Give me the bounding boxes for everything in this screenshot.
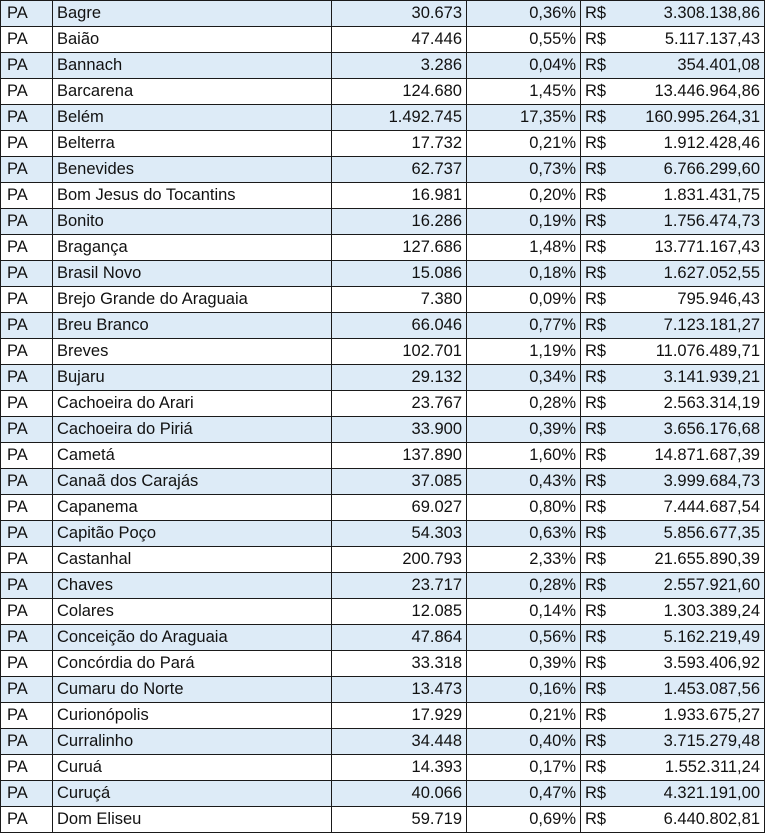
municipality-cell: Belém <box>53 105 332 131</box>
population-cell: 33.900 <box>332 417 467 443</box>
uf-cell: PA <box>1 131 53 157</box>
table-row <box>1 625 765 651</box>
municipality-cell: Bonito <box>53 209 332 235</box>
amount-cell: 1.933.675,27 <box>629 703 765 729</box>
table-row <box>1 807 765 833</box>
uf-cell: PA <box>1 781 53 807</box>
municipality-cell: Bagre <box>53 1 332 27</box>
currency-cell: R$ <box>581 417 629 443</box>
currency-cell: R$ <box>581 79 629 105</box>
percentage-cell: 1,60% <box>467 443 581 469</box>
amount-cell: 6.766.299,60 <box>629 157 765 183</box>
population-cell: 16.286 <box>332 209 467 235</box>
uf-cell: PA <box>1 183 53 209</box>
amount-cell: 1.552.311,24 <box>629 755 765 781</box>
percentage-cell: 0,34% <box>467 365 581 391</box>
population-cell: 23.767 <box>332 391 467 417</box>
municipality-cell: Bragança <box>53 235 332 261</box>
currency-cell: R$ <box>581 677 629 703</box>
amount-cell: 1.303.389,24 <box>629 599 765 625</box>
table-row <box>1 391 765 417</box>
percentage-cell: 17,35% <box>467 105 581 131</box>
currency-cell: R$ <box>581 235 629 261</box>
municipality-cell: Colares <box>53 599 332 625</box>
uf-cell: PA <box>1 573 53 599</box>
percentage-cell: 0,77% <box>467 313 581 339</box>
uf-cell: PA <box>1 209 53 235</box>
population-cell: 124.680 <box>332 79 467 105</box>
uf-cell: PA <box>1 495 53 521</box>
percentage-cell: 0,17% <box>467 755 581 781</box>
percentage-cell: 0,63% <box>467 521 581 547</box>
amount-cell: 5.856.677,35 <box>629 521 765 547</box>
table-body <box>1 1 765 833</box>
population-cell: 34.448 <box>332 729 467 755</box>
municipality-cell: Curuçá <box>53 781 332 807</box>
currency-cell: R$ <box>581 157 629 183</box>
table-row <box>1 183 765 209</box>
table-row <box>1 79 765 105</box>
population-cell: 54.303 <box>332 521 467 547</box>
currency-cell: R$ <box>581 1 629 27</box>
percentage-cell: 0,28% <box>467 573 581 599</box>
uf-cell: PA <box>1 365 53 391</box>
municipality-cell: Cametá <box>53 443 332 469</box>
amount-cell: 11.076.489,71 <box>629 339 765 365</box>
amount-cell: 14.871.687,39 <box>629 443 765 469</box>
municipality-cell: Belterra <box>53 131 332 157</box>
currency-cell: R$ <box>581 53 629 79</box>
uf-cell: PA <box>1 807 53 833</box>
population-cell: 29.132 <box>332 365 467 391</box>
currency-cell: R$ <box>581 781 629 807</box>
currency-cell: R$ <box>581 807 629 833</box>
table-row <box>1 729 765 755</box>
municipality-cell: Brejo Grande do Araguaia <box>53 287 332 313</box>
uf-cell: PA <box>1 1 53 27</box>
currency-cell: R$ <box>581 391 629 417</box>
currency-cell: R$ <box>581 573 629 599</box>
uf-cell: PA <box>1 235 53 261</box>
amount-cell: 160.995.264,31 <box>629 105 765 131</box>
population-cell: 47.446 <box>332 27 467 53</box>
uf-cell: PA <box>1 417 53 443</box>
municipality-cell: Conceição do Araguaia <box>53 625 332 651</box>
currency-cell: R$ <box>581 287 629 313</box>
municipality-cell: Cachoeira do Piriá <box>53 417 332 443</box>
municipality-cell: Brasil Novo <box>53 261 332 287</box>
municipality-cell: Concórdia do Pará <box>53 651 332 677</box>
table-row <box>1 339 765 365</box>
population-cell: 33.318 <box>332 651 467 677</box>
amount-cell: 795.946,43 <box>629 287 765 313</box>
uf-cell: PA <box>1 469 53 495</box>
population-cell: 127.686 <box>332 235 467 261</box>
table-row <box>1 703 765 729</box>
municipality-cell: Bom Jesus do Tocantins <box>53 183 332 209</box>
percentage-cell: 0,36% <box>467 1 581 27</box>
currency-cell: R$ <box>581 131 629 157</box>
uf-cell: PA <box>1 53 53 79</box>
table-row <box>1 781 765 807</box>
currency-cell: R$ <box>581 625 629 651</box>
uf-cell: PA <box>1 313 53 339</box>
percentage-cell: 2,33% <box>467 547 581 573</box>
uf-cell: PA <box>1 157 53 183</box>
table-row <box>1 521 765 547</box>
municipality-cell: Dom Eliseu <box>53 807 332 833</box>
percentage-cell: 0,39% <box>467 417 581 443</box>
percentage-cell: 0,04% <box>467 53 581 79</box>
currency-cell: R$ <box>581 339 629 365</box>
table-row <box>1 417 765 443</box>
population-cell: 14.393 <box>332 755 467 781</box>
amount-cell: 21.655.890,39 <box>629 547 765 573</box>
municipality-cell: Curralinho <box>53 729 332 755</box>
municipality-cell: Capitão Poço <box>53 521 332 547</box>
percentage-cell: 1,19% <box>467 339 581 365</box>
uf-cell: PA <box>1 755 53 781</box>
percentage-cell: 0,20% <box>467 183 581 209</box>
amount-cell: 5.162.219,49 <box>629 625 765 651</box>
currency-cell: R$ <box>581 105 629 131</box>
uf-cell: PA <box>1 521 53 547</box>
percentage-cell: 0,28% <box>467 391 581 417</box>
table-row <box>1 677 765 703</box>
municipality-cell: Capanema <box>53 495 332 521</box>
municipality-cell: Curionópolis <box>53 703 332 729</box>
percentage-cell: 0,56% <box>467 625 581 651</box>
population-cell: 47.864 <box>332 625 467 651</box>
currency-cell: R$ <box>581 209 629 235</box>
uf-cell: PA <box>1 287 53 313</box>
municipality-cell: Baião <box>53 27 332 53</box>
amount-cell: 3.715.279,48 <box>629 729 765 755</box>
table-row <box>1 495 765 521</box>
amount-cell: 3.141.939,21 <box>629 365 765 391</box>
amount-cell: 1.453.087,56 <box>629 677 765 703</box>
percentage-cell: 0,16% <box>467 677 581 703</box>
uf-cell: PA <box>1 391 53 417</box>
uf-cell: PA <box>1 261 53 287</box>
amount-cell: 4.321.191,00 <box>629 781 765 807</box>
percentage-cell: 0,47% <box>467 781 581 807</box>
municipality-cell: Breves <box>53 339 332 365</box>
currency-cell: R$ <box>581 495 629 521</box>
table-row <box>1 209 765 235</box>
table-row <box>1 313 765 339</box>
uf-cell: PA <box>1 677 53 703</box>
amount-cell: 1.831.431,75 <box>629 183 765 209</box>
currency-cell: R$ <box>581 261 629 287</box>
population-cell: 40.066 <box>332 781 467 807</box>
uf-cell: PA <box>1 547 53 573</box>
population-cell: 3.286 <box>332 53 467 79</box>
currency-cell: R$ <box>581 183 629 209</box>
amount-cell: 13.771.167,43 <box>629 235 765 261</box>
currency-cell: R$ <box>581 547 629 573</box>
table-row <box>1 651 765 677</box>
amount-cell: 2.563.314,19 <box>629 391 765 417</box>
population-cell: 59.719 <box>332 807 467 833</box>
uf-cell: PA <box>1 729 53 755</box>
uf-cell: PA <box>1 625 53 651</box>
table-row <box>1 1 765 27</box>
municipality-cell: Castanhal <box>53 547 332 573</box>
currency-cell: R$ <box>581 703 629 729</box>
population-cell: 12.085 <box>332 599 467 625</box>
population-cell: 30.673 <box>332 1 467 27</box>
percentage-cell: 0,21% <box>467 703 581 729</box>
percentage-cell: 0,18% <box>467 261 581 287</box>
uf-cell: PA <box>1 79 53 105</box>
table-row <box>1 287 765 313</box>
percentage-cell: 1,48% <box>467 235 581 261</box>
population-cell: 200.793 <box>332 547 467 573</box>
table-row <box>1 599 765 625</box>
population-cell: 13.473 <box>332 677 467 703</box>
amount-cell: 5.117.137,43 <box>629 27 765 53</box>
population-cell: 7.380 <box>332 287 467 313</box>
percentage-cell: 0,19% <box>467 209 581 235</box>
currency-cell: R$ <box>581 599 629 625</box>
table-row <box>1 235 765 261</box>
table-row <box>1 53 765 79</box>
table-row <box>1 105 765 131</box>
population-cell: 37.085 <box>332 469 467 495</box>
amount-cell: 3.308.138,86 <box>629 1 765 27</box>
municipality-cell: Cumaru do Norte <box>53 677 332 703</box>
currency-cell: R$ <box>581 651 629 677</box>
amount-cell: 3.656.176,68 <box>629 417 765 443</box>
uf-cell: PA <box>1 703 53 729</box>
population-cell: 137.890 <box>332 443 467 469</box>
population-cell: 17.929 <box>332 703 467 729</box>
uf-cell: PA <box>1 651 53 677</box>
uf-cell: PA <box>1 599 53 625</box>
uf-cell: PA <box>1 27 53 53</box>
table-row <box>1 443 765 469</box>
amount-cell: 3.999.684,73 <box>629 469 765 495</box>
population-cell: 23.717 <box>332 573 467 599</box>
table-row <box>1 469 765 495</box>
table-row <box>1 365 765 391</box>
table-row <box>1 573 765 599</box>
currency-cell: R$ <box>581 729 629 755</box>
currency-cell: R$ <box>581 521 629 547</box>
currency-cell: R$ <box>581 469 629 495</box>
municipality-cell: Benevides <box>53 157 332 183</box>
percentage-cell: 0,73% <box>467 157 581 183</box>
uf-cell: PA <box>1 105 53 131</box>
amount-cell: 6.440.802,81 <box>629 807 765 833</box>
currency-cell: R$ <box>581 313 629 339</box>
population-cell: 66.046 <box>332 313 467 339</box>
amount-cell: 13.446.964,86 <box>629 79 765 105</box>
percentage-cell: 1,45% <box>467 79 581 105</box>
table-row <box>1 27 765 53</box>
currency-cell: R$ <box>581 27 629 53</box>
currency-cell: R$ <box>581 365 629 391</box>
percentage-cell: 0,80% <box>467 495 581 521</box>
percentage-cell: 0,43% <box>467 469 581 495</box>
uf-cell: PA <box>1 339 53 365</box>
table-row <box>1 261 765 287</box>
percentage-cell: 0,21% <box>467 131 581 157</box>
municipality-cell: Barcarena <box>53 79 332 105</box>
table-row <box>1 157 765 183</box>
table-row <box>1 547 765 573</box>
percentage-cell: 0,09% <box>467 287 581 313</box>
population-cell: 62.737 <box>332 157 467 183</box>
population-cell: 15.086 <box>332 261 467 287</box>
population-cell: 1.492.745 <box>332 105 467 131</box>
amount-cell: 1.756.474,73 <box>629 209 765 235</box>
percentage-cell: 0,55% <box>467 27 581 53</box>
municipality-cell: Breu Branco <box>53 313 332 339</box>
amount-cell: 7.123.181,27 <box>629 313 765 339</box>
population-cell: 16.981 <box>332 183 467 209</box>
percentage-cell: 0,14% <box>467 599 581 625</box>
municipality-cell: Canaã dos Carajás <box>53 469 332 495</box>
currency-cell: R$ <box>581 755 629 781</box>
percentage-cell: 0,39% <box>467 651 581 677</box>
currency-cell: R$ <box>581 443 629 469</box>
population-cell: 102.701 <box>332 339 467 365</box>
uf-cell: PA <box>1 443 53 469</box>
municipality-cell: Bannach <box>53 53 332 79</box>
amount-cell: 7.444.687,54 <box>629 495 765 521</box>
amount-cell: 3.593.406,92 <box>629 651 765 677</box>
percentage-cell: 0,69% <box>467 807 581 833</box>
population-cell: 17.732 <box>332 131 467 157</box>
population-cell: 69.027 <box>332 495 467 521</box>
amount-cell: 354.401,08 <box>629 53 765 79</box>
amount-cell: 2.557.921,60 <box>629 573 765 599</box>
table-row <box>1 131 765 157</box>
municipality-cell: Chaves <box>53 573 332 599</box>
amount-cell: 1.912.428,46 <box>629 131 765 157</box>
amount-cell: 1.627.052,55 <box>629 261 765 287</box>
percentage-cell: 0,40% <box>467 729 581 755</box>
municipality-cell: Curuá <box>53 755 332 781</box>
municipality-cell: Bujaru <box>53 365 332 391</box>
table-row <box>1 755 765 781</box>
municipality-cell: Cachoeira do Arari <box>53 391 332 417</box>
